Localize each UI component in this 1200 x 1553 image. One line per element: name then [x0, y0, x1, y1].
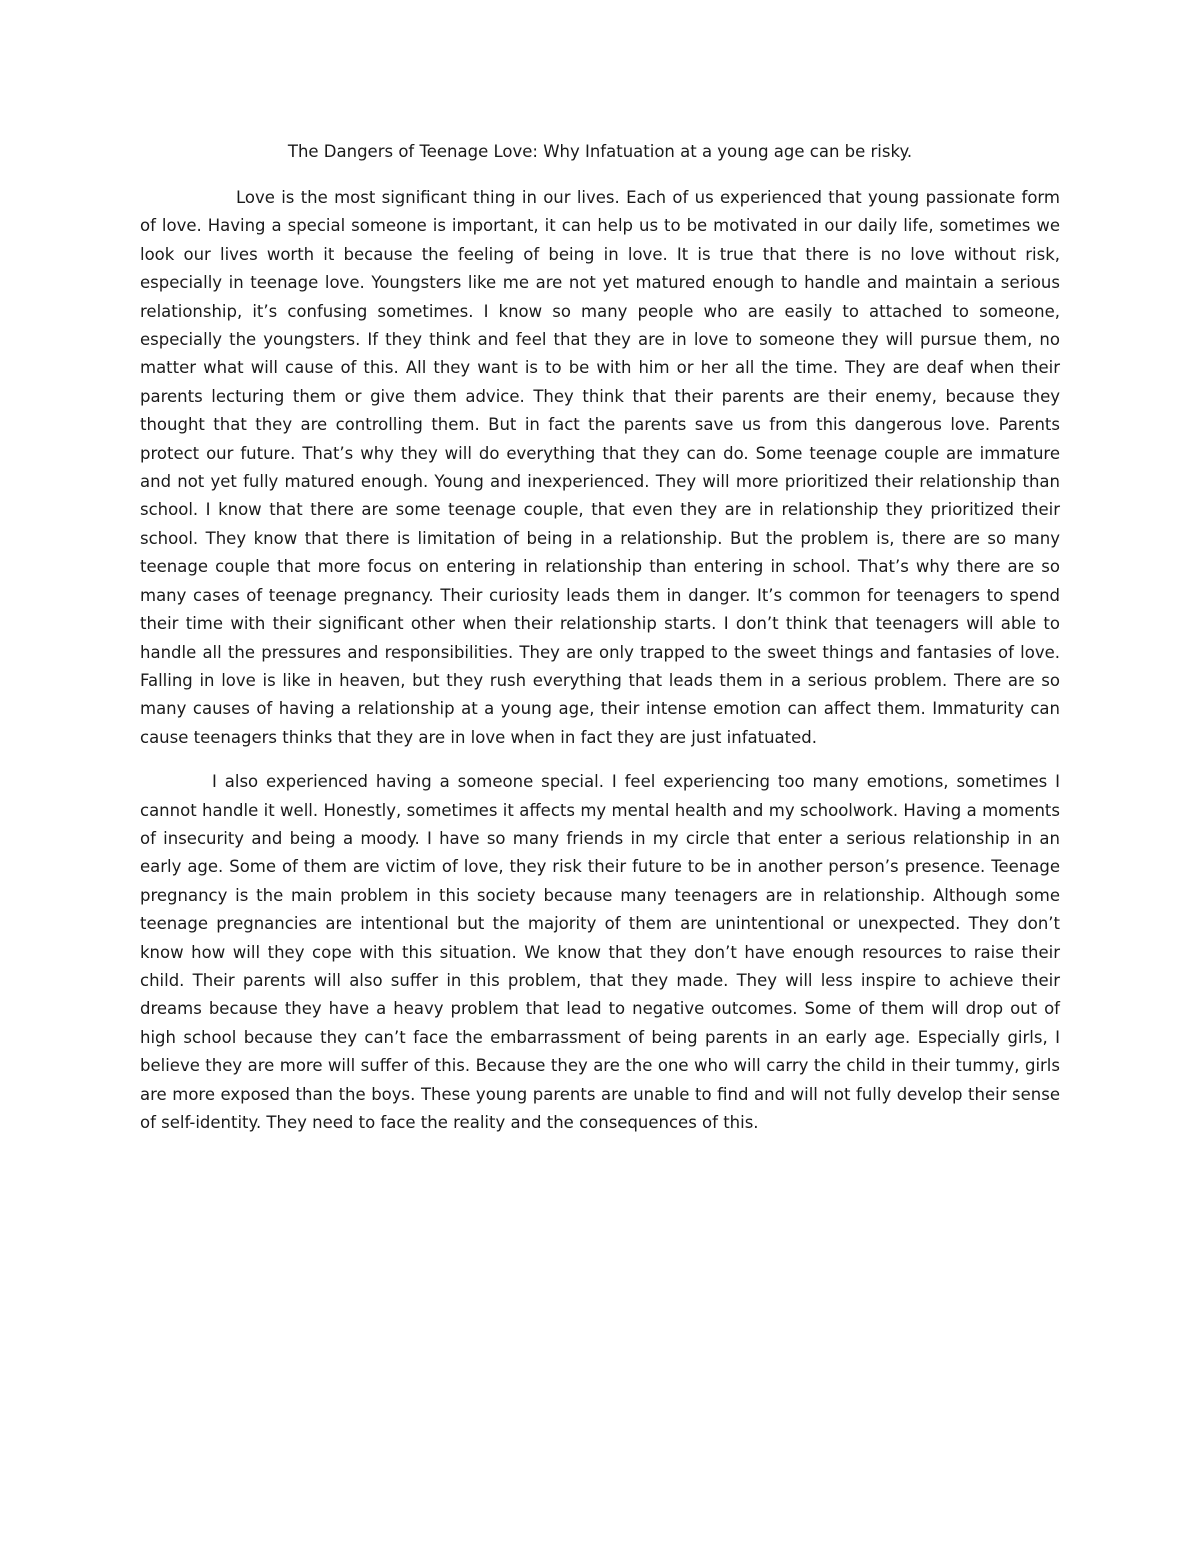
paragraph-1: Love is the most significant thing in our lives. Each of us experienced that young passionate form of love. Having a special someone is important, it can help us to be motivated in our daily life, sometimes we look our lives worth it because the feeling of being in love. It is true that there is no love without risk, especially in teenage love. Youngsters like me are not yet matured enough to handle and maintain a serious relationship, it’s confusing sometimes. I know so many people who are easily to attached to someone, especially the youngsters. If they think and feel that they are in love to someone they will pursue them, no matter what will cause of this. All they want is to be with him or her all the time. They are deaf when their parents lecturing them or give them advice. They think that their parents are their enemy, because they thought that they are controlling them. But in fact the parents save us from this dangerous love. Parents protect our future. That’s why they will do everything that they can do. Some teenage couple are immature and not yet fully matured enough. Young and inexperienced. They will more prioritized their relationship than school. I know that there are some teenage couple, that even they are in relationship they prioritized their school. They know that there is limitation of being in a relationship. But the problem is, there are so many teenage couple that more focus on entering in relationship than entering in school. That’s why there are so many cases of teenage pregnancy. Their curiosity leads them in danger. It’s common for teenagers to spend their time with their significant other when their relationship starts. I don’t think that teenagers will able to handle all the pressures and responsibilities. They are only trapped to the sweet things and fantasies of love. Falling in love is like in heaven, but they rush everything that leads them in a serious problem. There are so many causes of having a relationship at a young age, their intense emotion can affect them. Immaturity can cause teenagers thinks that they are in love when in fact they are just infatuated.: [140, 188, 1060, 747]
document-body: [140, 184, 1060, 1153]
document-title: The Dangers of Teenage Love: Why Infatuation at a young age can be risky.: [287, 142, 913, 161]
paragraph-2: I also experienced having a someone special. I feel experiencing too many emotions, sometimes I cannot handle it well. Honestly, sometimes it affects my mental health and my schoolwork. Having a moments of insecurity and being a moody. I have so many friends in my circle that enter a serious relationship in an early age. Some of them are victim of love, they risk their future to be in another person’s presence. Teenage pregnancy is the main problem in this society because many teenagers are in relationship. Although some teenage pregnancies are intentional but the majority of them are unintentional or unexpected. They don’t know how will they cope with this situation. We know that they don’t have enough resources to raise their child. Their parents will also suffer in this problem, that they made. They will less inspire to achieve their dreams because they have a heavy problem that lead to negative outcomes. Some of them will drop out of high school because they can’t face the embarrassment of being parents in an early age. Especially girls, I believe they are more will suffer of this. Because they are the one who will carry the child in their tummy, girls are more exposed than the boys. These young parents are unable to find and will not fully develop their sense of self-identity. They need to face the reality and the consequences of this.: [140, 772, 1060, 1132]
